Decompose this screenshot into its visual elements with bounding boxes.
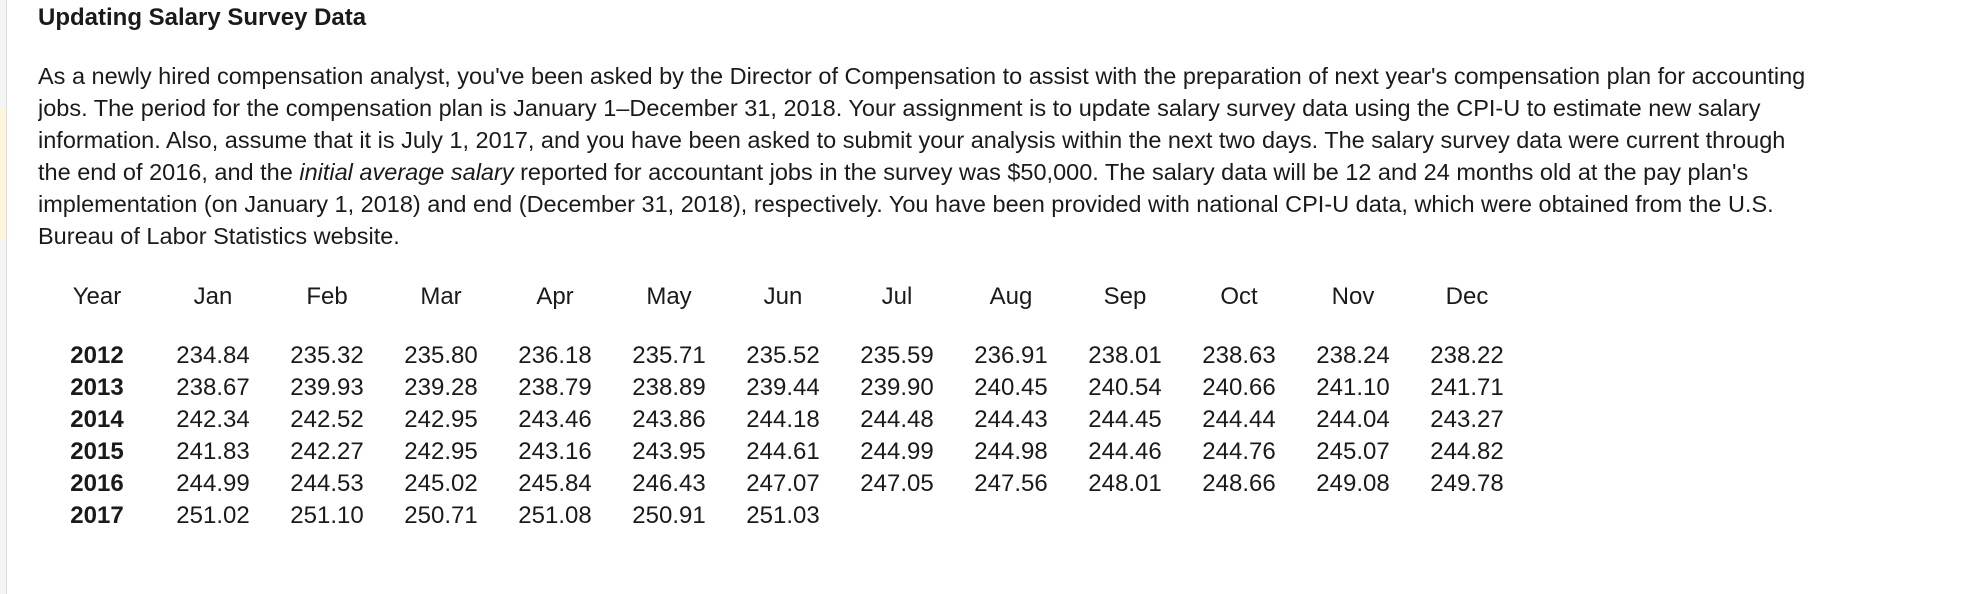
cpi-value-cell: 244.76 [1202,438,1276,465]
cpi-value-cell: 239.28 [404,374,478,401]
cpi-value-cell: 246.43 [632,470,706,497]
cpi-value-cell: 250.71 [404,502,478,529]
cpi-value-cell: 244.53 [290,470,364,497]
cpi-value-cell: 235.71 [632,342,706,369]
intro-paragraph [38,60,1982,252]
column-header: Feb [306,283,348,310]
column-header: Sep [1103,283,1147,310]
paragraph-line-5: implementation (on January 1, 2018) and end (December 31, 2018), respectively. You have been provided with national CPI-U data, which were obtained from the U.S. [38,191,1774,217]
column-header: Year [72,283,122,310]
cpi-value-cell: 238.22 [1430,342,1504,369]
line4-text-before: the end of 2016, and the [38,159,300,185]
cpi-value-cell: 235.32 [290,342,364,369]
document-content [38,0,1982,594]
cpi-value-cell: 238.67 [176,374,250,401]
cpi-value-cell [1068,500,1182,532]
year-cell: 2012 [70,342,124,369]
column-header: Oct [1220,283,1258,310]
cpi-value-cell: 239.90 [860,374,934,401]
spacer-cell [38,318,1524,340]
paragraph-line-3: information. Also, assume that it is July 1, 2017, and you have been asked to submit your analysis within the next two days. The salary survey data were current through [38,127,1786,153]
cpi-value-cell: 238.89 [632,374,706,401]
cpi-value-cell: 244.18 [746,406,820,433]
line4-text-after: reported for accountant jobs in the survey was $50,000. The salary data will be 12 and 24 months old at the pay plan's [513,159,1749,185]
year-cell: 2014 [70,406,124,433]
cpi-value-cell [1296,500,1410,532]
cpi-value-cell: 251.02 [176,502,250,529]
cpi-value-cell: 235.80 [404,342,478,369]
cpi-value-cell: 242.52 [290,406,364,433]
year-cell: 2017 [70,502,124,529]
table-header-row [38,276,1524,318]
column-header: Nov [1331,283,1375,310]
cpi-value-cell: 242.95 [404,406,478,433]
cpi-value-cell: 243.86 [632,406,706,433]
column-header: Jul [881,283,913,310]
column-header: Apr [536,283,574,310]
cpi-value-cell [954,500,1068,532]
cpi-value-cell: 249.78 [1430,470,1504,497]
cpi-value-cell: 250.91 [632,502,706,529]
cpi-value-cell: 242.27 [290,438,364,465]
cpi-value-cell: 241.10 [1316,374,1390,401]
cpi-value-cell: 244.48 [860,406,934,433]
cpi-value-cell: 238.24 [1316,342,1390,369]
cpi-value-cell: 242.34 [176,406,250,433]
left-margin-highlight [0,108,6,240]
cpi-value-cell: 249.08 [1316,470,1390,497]
cpi-value-cell: 236.18 [518,342,592,369]
column-header: Aug [989,283,1033,310]
left-margin-rule [0,0,7,594]
cpi-value-cell: 244.61 [746,438,820,465]
cpi-value-cell: 243.16 [518,438,592,465]
cpi-value-cell: 240.54 [1088,374,1162,401]
cpi-value-cell: 236.91 [974,342,1048,369]
cpi-value-cell [840,500,954,532]
paragraph-line-1: As a newly hired compensation analyst, you've been asked by the Director of Compensation to assist with the preparation of next year's compensation plan for accounting [38,63,1806,89]
year-cell: 2013 [70,374,124,401]
cpi-value-cell: 245.02 [404,470,478,497]
cpi-value-cell: 238.79 [518,374,592,401]
cpi-value-cell: 248.01 [1088,470,1162,497]
cpi-value-cell: 244.82 [1430,438,1504,465]
cpi-value-cell: 240.66 [1202,374,1276,401]
cpi-value-cell: 244.04 [1316,406,1390,433]
cpi-value-cell: 248.66 [1202,470,1276,497]
table-row [38,436,1524,468]
column-header: May [646,283,692,310]
cpi-value-cell: 251.03 [746,502,820,529]
cpi-value-cell [1410,500,1524,532]
page-title: Updating Salary Survey Data [38,4,367,31]
paragraph-line-4 [38,156,1982,188]
cpi-value-cell: 235.59 [860,342,934,369]
year-cell: 2015 [70,438,124,465]
cpi-value-cell: 245.07 [1316,438,1390,465]
cpi-value-cell: 239.93 [290,374,364,401]
cpi-u-table [38,276,1524,532]
table-row [38,340,1524,372]
paragraph-line-6: Bureau of Labor Statistics website. [38,223,400,249]
cpi-value-cell: 247.56 [974,470,1048,497]
cpi-value-cell: 251.10 [290,502,364,529]
cpi-value-cell: 235.52 [746,342,820,369]
cpi-value-cell: 244.99 [860,438,934,465]
year-cell: 2016 [70,470,124,497]
cpi-value-cell: 243.95 [632,438,706,465]
cpi-value-cell: 238.01 [1088,342,1162,369]
cpi-value-cell: 247.05 [860,470,934,497]
cpi-value-cell: 241.71 [1430,374,1504,401]
column-header: Dec [1445,283,1489,310]
cpi-value-cell: 247.07 [746,470,820,497]
cpi-value-cell: 242.95 [404,438,478,465]
table-row [38,404,1524,436]
table-row [38,500,1524,532]
cpi-value-cell: 251.08 [518,502,592,529]
cpi-value-cell: 244.45 [1088,406,1162,433]
cpi-value-cell: 239.44 [746,374,820,401]
cpi-value-cell: 241.83 [176,438,250,465]
cpi-value-cell: 238.63 [1202,342,1276,369]
cpi-value-cell: 245.84 [518,470,592,497]
column-header: Jan [193,283,233,310]
cpi-value-cell: 244.99 [176,470,250,497]
cpi-value-cell: 243.46 [518,406,592,433]
cpi-value-cell: 244.43 [974,406,1048,433]
cpi-value-cell: 234.84 [176,342,250,369]
cpi-value-cell: 243.27 [1430,406,1504,433]
cpi-value-cell: 244.44 [1202,406,1276,433]
cpi-value-cell: 244.98 [974,438,1048,465]
cpi-value-cell: 244.46 [1088,438,1162,465]
table-row [38,372,1524,404]
column-header: Jun [763,283,803,310]
column-header: Mar [420,283,462,310]
paragraph-line-2: jobs. The period for the compensation plan is January 1–December 31, 2018. Your assignment is to update salary survey data using the CPI-U to estimate new salary [38,95,1761,121]
initial-average-salary-term: initial average salary [299,159,514,185]
cpi-value-cell: 240.45 [974,374,1048,401]
cpi-value-cell [1182,500,1296,532]
table-row [38,468,1524,500]
table-spacer-row [38,318,1524,340]
